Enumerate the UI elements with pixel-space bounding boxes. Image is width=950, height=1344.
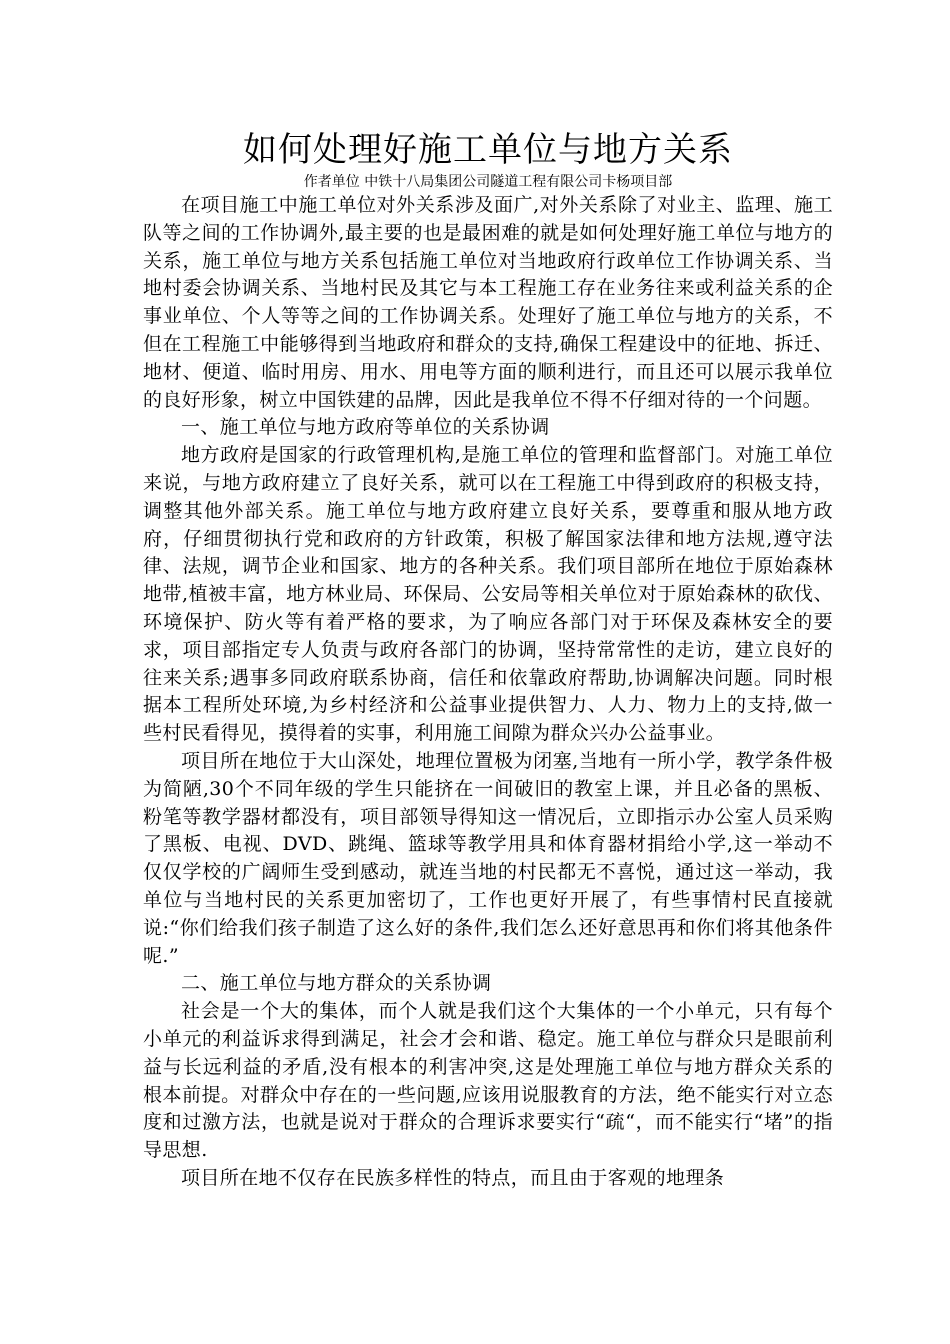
- paragraph-government: 地方政府是国家的行政管理机构,是施工单位的管理和监督部门。对施工单位来说，与地方政府建立了良好关系，就可以在工程施工中得到政府的积极支持，调整其他外部关系。施工单位与地方政府建立良好关系，要尊重和服从地方政府，仔细贯彻执行党和政府的方针政策，积极了解国家法律和地方法规,遵守法律、法规，调节企业和国家、地方的各种关系。我们项目部所在地位于原始森林地带,植被丰富，地方林业局、环保局、公安局等相关单位对于原始森林的砍伐、环境保护、防火等有着严格的要求，为了响应各部门对于环保及森林安全的要求，项目部指定专人负责与政府各部门的协调，坚持常常性的走访，建立良好的往来关系;遇事多同政府联系协商，信任和依靠政府帮助,协调解决问题。同时根据本工程所处环境,为乡村经济和公益事业提供智力、人力、物力上的支持,做一些村民看得见，摸得着的实事，利用施工间隙为群众兴办公益事业。: [143, 444, 833, 745]
- section-heading-public: 二、施工单位与地方群众的关系协调: [181, 972, 492, 995]
- paragraph-school: 项目所在地位于大山深处，地理位置极为闭塞,当地有一所小学，教学条件极为简陋,30个不同年级的学生只能挤在一间破旧的教室上课，并且必备的黑板、粉笔等教学器材都没有，项目部领导得知这一情况后，立即指示办公室人员采购了黑板、电视、DVD、跳绳、篮球等教学用具和体育器材捐给小学,这一举动不仅仅学校的广阔师生受到感动，就连当地的村民都无不喜悦，通过这一举动，我单位与当地村民的关系更加密切了，工作也更好开展了，有些事情村民直接就说:“你们给我们孩子制造了这么好的条件,我们怎么还好意思再和你们将其他条件呢.”: [143, 749, 833, 967]
- document-body: [143, 192, 833, 1193]
- author-line: 作者单位 中铁十八局集团公司隧道工程有限公司卡杨项目部: [303, 174, 673, 190]
- document-page: [143, 128, 833, 1193]
- paragraph-intro: 在项目施工中施工单位对外关系涉及面广,对外关系除了对业主、监理、施工队等之间的工作协调外,最主要的也是最困难的就是如何处理好施工单位与地方的关系，施工单位与地方关系包括施工单位对当地政府行政单位工作协调关系、当地村委会协调关系、当地村民及其它与本工程施工存在业务往来或利益关系的企事业单位、个人等等之间的工作协调关系。处理好了施工单位与地方的关系，不但在工程施工中能够得到当地政府和群众的支持,确保工程建设中的征地、拆迁、地材、便道、临时用房、用水、用电等方面的顺利进行，而且还可以展示我单位的良好形象，树立中国铁建的品牌，因此是我单位不得不仔细对待的一个问题。: [143, 194, 833, 411]
- section-heading-government: 一、施工单位与地方政府等单位的关系协调: [181, 416, 550, 439]
- document-title: 如何处理好施工单位与地方关系: [243, 130, 733, 170]
- paragraph-public: 社会是一个大的集体，而个人就是我们这个大集体的一个小单元，只有每个小单元的利益诉求得到满足，社会才会和谐、稳定。施工单位与群众只是眼前利益与长远利益的矛盾,没有根本的利害冲突,这是处理施工单位与地方群众关系的根本前提。对群众中存在的一些问题,应该用说服教育的方法，绝不能实行对立态度和过激方法，也就是说对于群众的合理诉求要实行“疏“，而不能实行“堵”的指导思想.: [143, 1000, 833, 1162]
- paragraph-terrain: 项目所在地不仅存在民族多样性的特点，而且由于客观的地理条: [181, 1166, 725, 1189]
